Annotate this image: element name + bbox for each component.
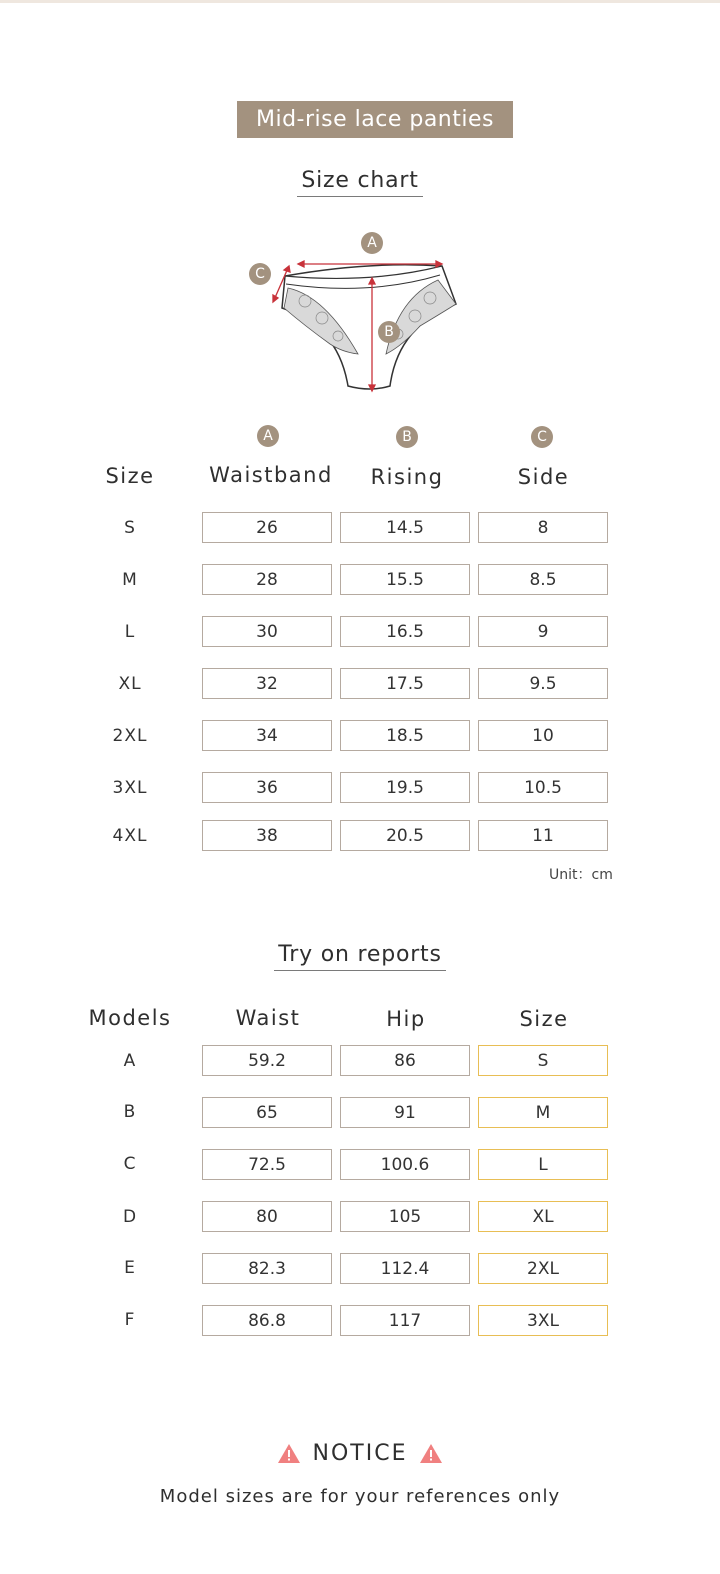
waistband-cell: 34 <box>202 720 332 751</box>
size-label: M <box>122 570 138 590</box>
hip-cell: 100.6 <box>340 1149 470 1180</box>
hip-cell: 91 <box>340 1097 470 1128</box>
size-label: 3XL <box>112 778 148 798</box>
size-diagram <box>230 226 470 396</box>
size-chart-title: Size chart <box>0 168 720 197</box>
hip-cell: 86 <box>340 1045 470 1076</box>
model-label: E <box>124 1258 136 1278</box>
waistband-cell: 26 <box>202 512 332 543</box>
waist-cell: 82.3 <box>202 1253 332 1284</box>
side-cell: 9 <box>478 616 608 647</box>
waistband-header: Waistband <box>209 463 333 487</box>
rising-cell: 20.5 <box>340 820 470 851</box>
model-label: A <box>123 1051 137 1071</box>
waist-cell: 72.5 <box>202 1149 332 1180</box>
size-result-cell: 3XL <box>478 1305 608 1336</box>
hip-cell: 105 <box>340 1201 470 1232</box>
size-result-cell: L <box>478 1149 608 1180</box>
waist-cell: 80 <box>202 1201 332 1232</box>
rising-cell: 14.5 <box>340 512 470 543</box>
rising-header: Rising <box>370 465 444 489</box>
diagram-badge-a: A <box>361 232 383 254</box>
size-result-cell: M <box>478 1097 608 1128</box>
diagram-badge-c: C <box>249 263 271 285</box>
size-result-header: Size <box>519 1007 569 1031</box>
waist-cell: 59.2 <box>202 1045 332 1076</box>
notice-title: NOTICE <box>312 1441 408 1466</box>
column-badge-b: B <box>396 426 418 448</box>
waistband-cell: 32 <box>202 668 332 699</box>
notice-text: Model sizes are for your references only <box>159 1486 561 1507</box>
waist-header: Waist <box>235 1006 301 1030</box>
rising-cell: 16.5 <box>340 616 470 647</box>
size-result-cell: XL <box>478 1201 608 1232</box>
waistband-cell: 30 <box>202 616 332 647</box>
waistband-cell: 36 <box>202 772 332 803</box>
hip-cell: 112.4 <box>340 1253 470 1284</box>
try-on-title: Try on reports <box>0 942 720 971</box>
model-label: F <box>124 1310 136 1330</box>
size-result-cell: 2XL <box>478 1253 608 1284</box>
unit-label: Unit：cm <box>549 867 613 883</box>
size-label: L <box>124 622 136 642</box>
size-result-cell: S <box>478 1045 608 1076</box>
column-badge-a: A <box>257 425 279 447</box>
side-cell: 8.5 <box>478 564 608 595</box>
diagram-badge-b: B <box>378 321 400 343</box>
size-label: S <box>124 518 136 538</box>
side-cell: 10.5 <box>478 772 608 803</box>
size-label: 2XL <box>112 726 148 746</box>
model-label: D <box>122 1207 138 1227</box>
side-cell: 10 <box>478 720 608 751</box>
waistband-cell: 38 <box>202 820 332 851</box>
waist-cell: 86.8 <box>202 1305 332 1336</box>
side-cell: 11 <box>478 820 608 851</box>
model-label: C <box>123 1154 137 1174</box>
size-header: Size <box>105 464 155 488</box>
warning-icon <box>277 1443 301 1464</box>
top-divider <box>0 0 720 3</box>
hip-header: Hip <box>386 1007 426 1031</box>
rising-cell: 19.5 <box>340 772 470 803</box>
warning-icon <box>419 1443 443 1464</box>
side-header: Side <box>517 465 570 489</box>
models-header: Models <box>88 1006 172 1030</box>
waistband-cell: 28 <box>202 564 332 595</box>
side-cell: 8 <box>478 512 608 543</box>
size-label: XL <box>118 674 142 694</box>
rising-cell: 17.5 <box>340 668 470 699</box>
side-cell: 9.5 <box>478 668 608 699</box>
notice-heading <box>0 1441 720 1466</box>
product-title: Mid-rise lace panties <box>237 101 513 138</box>
waist-cell: 65 <box>202 1097 332 1128</box>
hip-cell: 117 <box>340 1305 470 1336</box>
size-label: 4XL <box>112 826 148 846</box>
model-label: B <box>123 1102 137 1122</box>
column-badge-c: C <box>531 426 553 448</box>
rising-cell: 15.5 <box>340 564 470 595</box>
rising-cell: 18.5 <box>340 720 470 751</box>
